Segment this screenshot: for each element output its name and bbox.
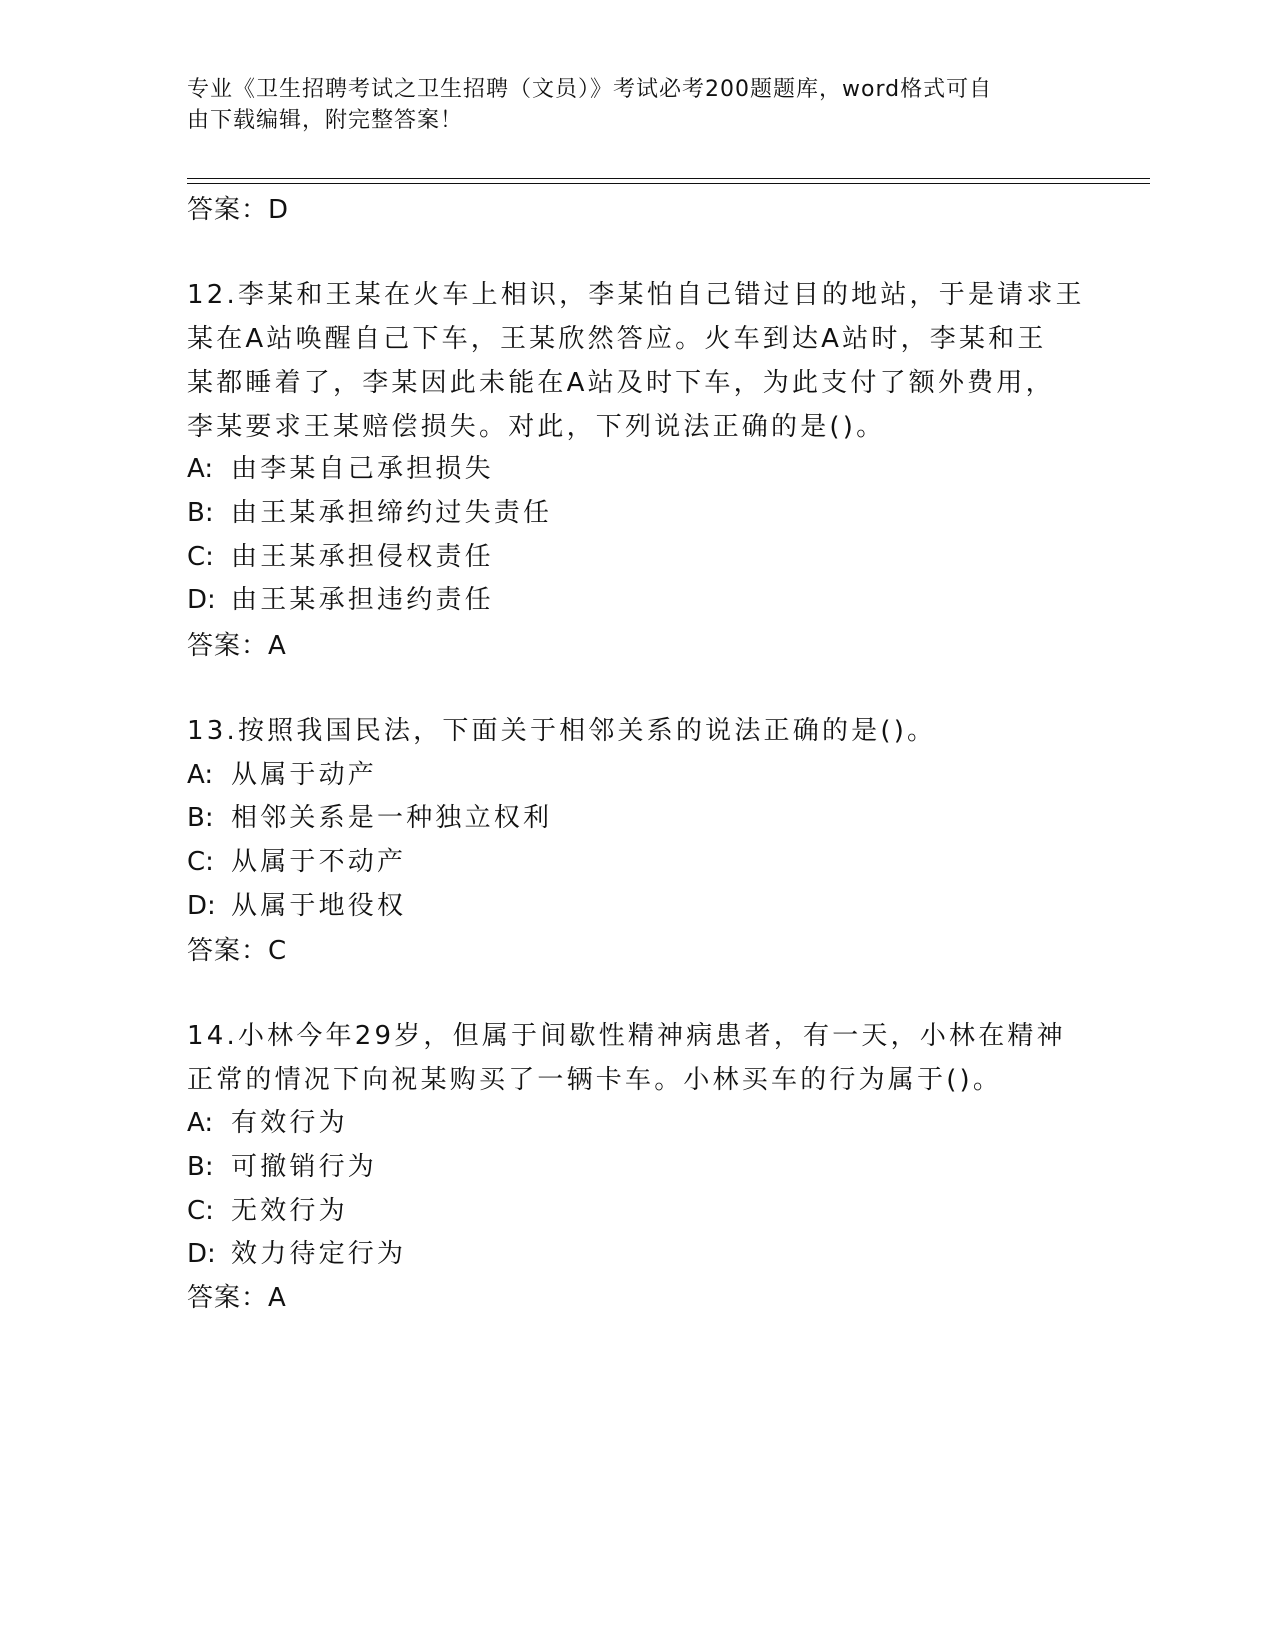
question-13-line-1: 13.按照我国民法，下面关于相邻关系的说法正确的是()。 xyxy=(187,716,937,746)
document-header xyxy=(187,74,1087,136)
option-text: 可撤销行为 xyxy=(231,1152,378,1182)
option-text: 由王某承担违约责任 xyxy=(231,585,494,615)
question-14-answer: 答案：A xyxy=(187,1283,287,1313)
question-14-option-d xyxy=(187,1238,406,1270)
header-line-2: 由下载编辑，附完整答案！ xyxy=(187,108,464,133)
question-12-line-3: 某都睡着了，李某因此未能在A站及时下车，为此支付了额外费用， xyxy=(187,368,1055,398)
option-text: 无效行为 xyxy=(231,1196,348,1226)
option-key: B: xyxy=(187,498,214,528)
option-key: C: xyxy=(187,1196,214,1226)
question-12-option-a xyxy=(187,453,494,485)
question-14-line-2: 正常的情况下向祝某购买了一辆卡车。小林买车的行为属于()。 xyxy=(187,1065,1003,1095)
option-text: 从属于不动产 xyxy=(231,847,407,877)
question-12-line-2: 某在A站唤醒自己下车，王某欣然答应。火车到达A站时，李某和王 xyxy=(187,324,1047,354)
question-12-option-c xyxy=(187,541,494,573)
question-14-line-1: 14.小林今年29岁，但属于间歇性精神病患者，有一天，小林在精神 xyxy=(187,1021,1066,1051)
option-key: C: xyxy=(187,847,214,877)
option-text: 由李某自己承担损失 xyxy=(231,454,494,484)
question-12-line-1: 12.李某和王某在火车上相识，李某怕自己错过目的地站，于是请求王 xyxy=(187,280,1085,310)
header-line-1: 专业《卫生招聘考试之卫生招聘（文员）》考试必考200题题库，word格式可自 xyxy=(187,77,993,102)
previous-answer: 答案：D xyxy=(187,195,290,225)
question-14-option-a xyxy=(187,1107,348,1139)
question-14-option-b xyxy=(187,1151,377,1183)
header-divider-top xyxy=(187,178,1150,179)
option-key: B: xyxy=(187,1152,214,1182)
question-13-option-d xyxy=(187,890,406,922)
option-key: B: xyxy=(187,803,214,833)
option-key: A: xyxy=(187,1108,214,1138)
option-key: C: xyxy=(187,542,214,572)
option-text: 相邻关系是一种独立权利 xyxy=(231,803,553,833)
option-text: 由王某承担侵权责任 xyxy=(231,542,494,572)
question-12-answer: 答案：A xyxy=(187,631,287,661)
option-key: D: xyxy=(187,585,216,615)
question-13-answer: 答案：C xyxy=(187,936,288,966)
question-12-line-4: 李某要求王某赔偿损失。对此，下列说法正确的是()。 xyxy=(187,412,886,442)
option-text: 效力待定行为 xyxy=(231,1239,407,1269)
option-text: 由王某承担缔约过失责任 xyxy=(231,498,553,528)
question-14-option-c xyxy=(187,1195,348,1227)
option-text: 有效行为 xyxy=(231,1108,348,1138)
question-13-option-a xyxy=(187,759,377,791)
question-13-option-b xyxy=(187,802,552,834)
option-key: A: xyxy=(187,454,214,484)
option-text: 从属于地役权 xyxy=(231,891,407,921)
option-key: D: xyxy=(187,891,216,921)
question-13-option-c xyxy=(187,846,406,878)
option-text: 从属于动产 xyxy=(231,760,378,790)
header-divider-bottom xyxy=(187,183,1150,184)
question-12-option-d xyxy=(187,584,494,616)
option-key: A: xyxy=(187,760,214,790)
option-key: D: xyxy=(187,1239,216,1269)
question-12-option-b xyxy=(187,497,552,529)
